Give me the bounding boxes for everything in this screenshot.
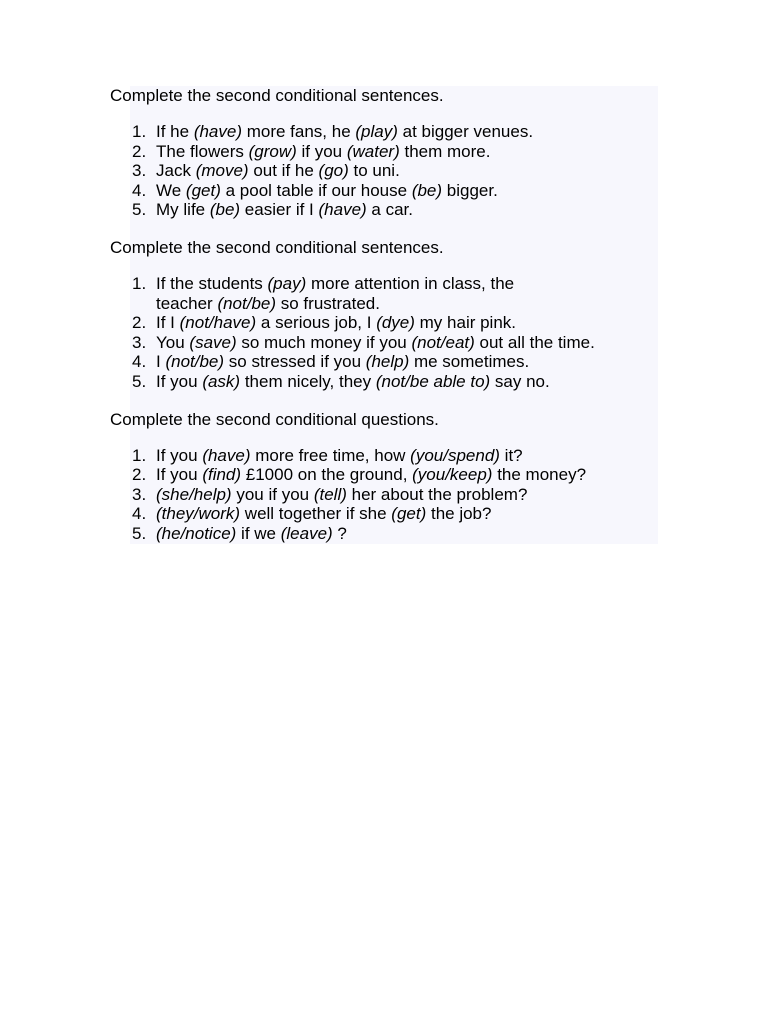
question-number: 5. bbox=[132, 523, 147, 543]
sentence-text: the money? bbox=[492, 465, 587, 485]
verb-prompt: (they/work) bbox=[156, 504, 241, 524]
worksheet-content bbox=[110, 86, 658, 544]
sentence-text: ? bbox=[332, 523, 347, 543]
instruction-text: Complete the second conditional questions. bbox=[110, 409, 439, 429]
question-item bbox=[110, 142, 658, 162]
sentence-text: The flowers bbox=[156, 141, 249, 161]
sentence-text: If he bbox=[156, 122, 194, 141]
sentence-text: £1000 on the ground, bbox=[241, 465, 413, 485]
sentence-text: my hair pink. bbox=[414, 313, 517, 333]
verb-prompt: (leave) bbox=[280, 523, 333, 543]
question-item bbox=[110, 200, 658, 220]
question-item bbox=[110, 161, 658, 181]
sentence-text: I bbox=[156, 352, 166, 372]
sentence-text: them more. bbox=[399, 141, 491, 161]
verb-prompt: (move) bbox=[195, 161, 249, 181]
question-list bbox=[110, 122, 658, 220]
sentence-text: more attention in class, the bbox=[306, 273, 515, 293]
instruction-text: Complete the second conditional sentences. bbox=[110, 237, 444, 257]
sentence-text: well together if she bbox=[240, 504, 392, 524]
question-item bbox=[110, 446, 658, 466]
question-number: 2. bbox=[132, 141, 147, 161]
verb-prompt: (not/be) bbox=[165, 352, 225, 372]
verb-prompt: (not/be) bbox=[217, 293, 277, 313]
verb-prompt: (tell) bbox=[313, 484, 347, 504]
question-item bbox=[110, 181, 658, 201]
sentence-text: the job? bbox=[426, 504, 492, 524]
sentence-text: bigger. bbox=[442, 180, 498, 200]
verb-prompt: (he/notice) bbox=[156, 523, 237, 543]
question-number: 2. bbox=[132, 313, 147, 333]
question-number: 4. bbox=[132, 504, 147, 524]
sentence-text: Jack bbox=[156, 161, 196, 181]
question-item bbox=[110, 485, 658, 505]
question-item bbox=[110, 274, 658, 313]
sentence-text: me sometimes. bbox=[409, 352, 530, 372]
question-number: 4. bbox=[132, 352, 147, 372]
verb-prompt: (get) bbox=[391, 504, 427, 524]
sentence-text: If you bbox=[156, 465, 203, 485]
question-item bbox=[110, 504, 658, 524]
question-number: 1. bbox=[132, 445, 147, 465]
sentence-text: My life bbox=[156, 200, 210, 220]
sentence-text: more fans, he bbox=[242, 122, 356, 141]
sentence-text: If you bbox=[156, 371, 203, 391]
question-number: 3. bbox=[132, 332, 147, 352]
verb-prompt: (ask) bbox=[202, 371, 241, 391]
verb-prompt: (find) bbox=[202, 465, 242, 485]
sentence-text: them nicely, they bbox=[240, 371, 376, 391]
sentence-text: You bbox=[156, 332, 190, 352]
verb-prompt: (grow) bbox=[248, 141, 297, 161]
sentence-text: you if you bbox=[231, 484, 314, 504]
question-item bbox=[110, 352, 658, 372]
question-number: 1. bbox=[132, 122, 147, 141]
question-number: 3. bbox=[132, 484, 147, 504]
sentence-text: it? bbox=[499, 445, 523, 465]
verb-prompt: (be) bbox=[411, 180, 443, 200]
sentence-text: if you bbox=[296, 141, 347, 161]
question-number: 5. bbox=[132, 371, 147, 391]
verb-prompt: (help) bbox=[365, 352, 410, 372]
sentence-text: a pool table if our house bbox=[220, 180, 412, 200]
sentence-text: out if he bbox=[248, 161, 319, 181]
sentence-text: so stressed if you bbox=[224, 352, 366, 372]
verb-prompt: (pay) bbox=[267, 273, 307, 293]
question-list bbox=[110, 274, 658, 392]
instruction-text: Complete the second conditional sentences. bbox=[110, 86, 444, 105]
sentence-text: her about the problem? bbox=[346, 484, 528, 504]
verb-prompt: (not/be able to) bbox=[375, 371, 491, 391]
verb-prompt: (get) bbox=[185, 180, 221, 200]
verb-prompt: (not/eat) bbox=[411, 332, 475, 352]
sentence-text: if we bbox=[236, 523, 281, 543]
sentence-text: so much money if you bbox=[236, 332, 412, 352]
sentence-text: We bbox=[156, 180, 186, 200]
sentence-text: a serious job, I bbox=[256, 313, 377, 333]
sentence-text: teacher bbox=[156, 293, 218, 313]
sentence-text: If I bbox=[156, 313, 180, 333]
question-number: 1. bbox=[132, 273, 147, 293]
verb-prompt: (have) bbox=[202, 445, 251, 465]
question-item bbox=[110, 333, 658, 353]
question-item bbox=[110, 524, 658, 544]
question-number: 3. bbox=[132, 161, 147, 181]
sentence-text: more free time, how bbox=[250, 445, 411, 465]
question-item bbox=[110, 372, 658, 392]
exercise-section-3 bbox=[110, 410, 658, 544]
sentence-text: so frustrated. bbox=[276, 293, 380, 313]
verb-prompt: (have) bbox=[193, 122, 242, 141]
sentence-text: say no. bbox=[490, 371, 550, 391]
sentence-text: If the students bbox=[156, 273, 268, 293]
sentence-text: a car. bbox=[366, 200, 413, 220]
verb-prompt: (not/have) bbox=[179, 313, 257, 333]
sentence-text: easier if I bbox=[240, 200, 319, 220]
verb-prompt: (have) bbox=[318, 200, 367, 220]
question-item bbox=[110, 122, 658, 142]
verb-prompt: (save) bbox=[189, 332, 237, 352]
sentence-text: out all the time. bbox=[474, 332, 595, 352]
exercise-section-2 bbox=[110, 238, 658, 392]
question-list bbox=[110, 446, 658, 544]
verb-prompt: (water) bbox=[346, 141, 400, 161]
sentence-text: at bigger venues. bbox=[397, 122, 534, 141]
verb-prompt: (dye) bbox=[376, 313, 415, 333]
question-number: 2. bbox=[132, 465, 147, 485]
exercise-section-1 bbox=[110, 86, 658, 220]
verb-prompt: (play) bbox=[355, 122, 398, 141]
question-item bbox=[110, 313, 658, 333]
worksheet bbox=[110, 86, 658, 544]
sentence-text: If you bbox=[156, 445, 203, 465]
verb-prompt: (you/keep) bbox=[412, 465, 493, 485]
verb-prompt: (you/spend) bbox=[410, 445, 500, 465]
verb-prompt: (be) bbox=[209, 200, 241, 220]
sentence-text: to uni. bbox=[348, 161, 400, 181]
verb-prompt: (she/help) bbox=[156, 484, 232, 504]
question-item bbox=[110, 465, 658, 485]
question-number: 4. bbox=[132, 180, 147, 200]
question-number: 5. bbox=[132, 200, 147, 220]
verb-prompt: (go) bbox=[318, 161, 349, 181]
